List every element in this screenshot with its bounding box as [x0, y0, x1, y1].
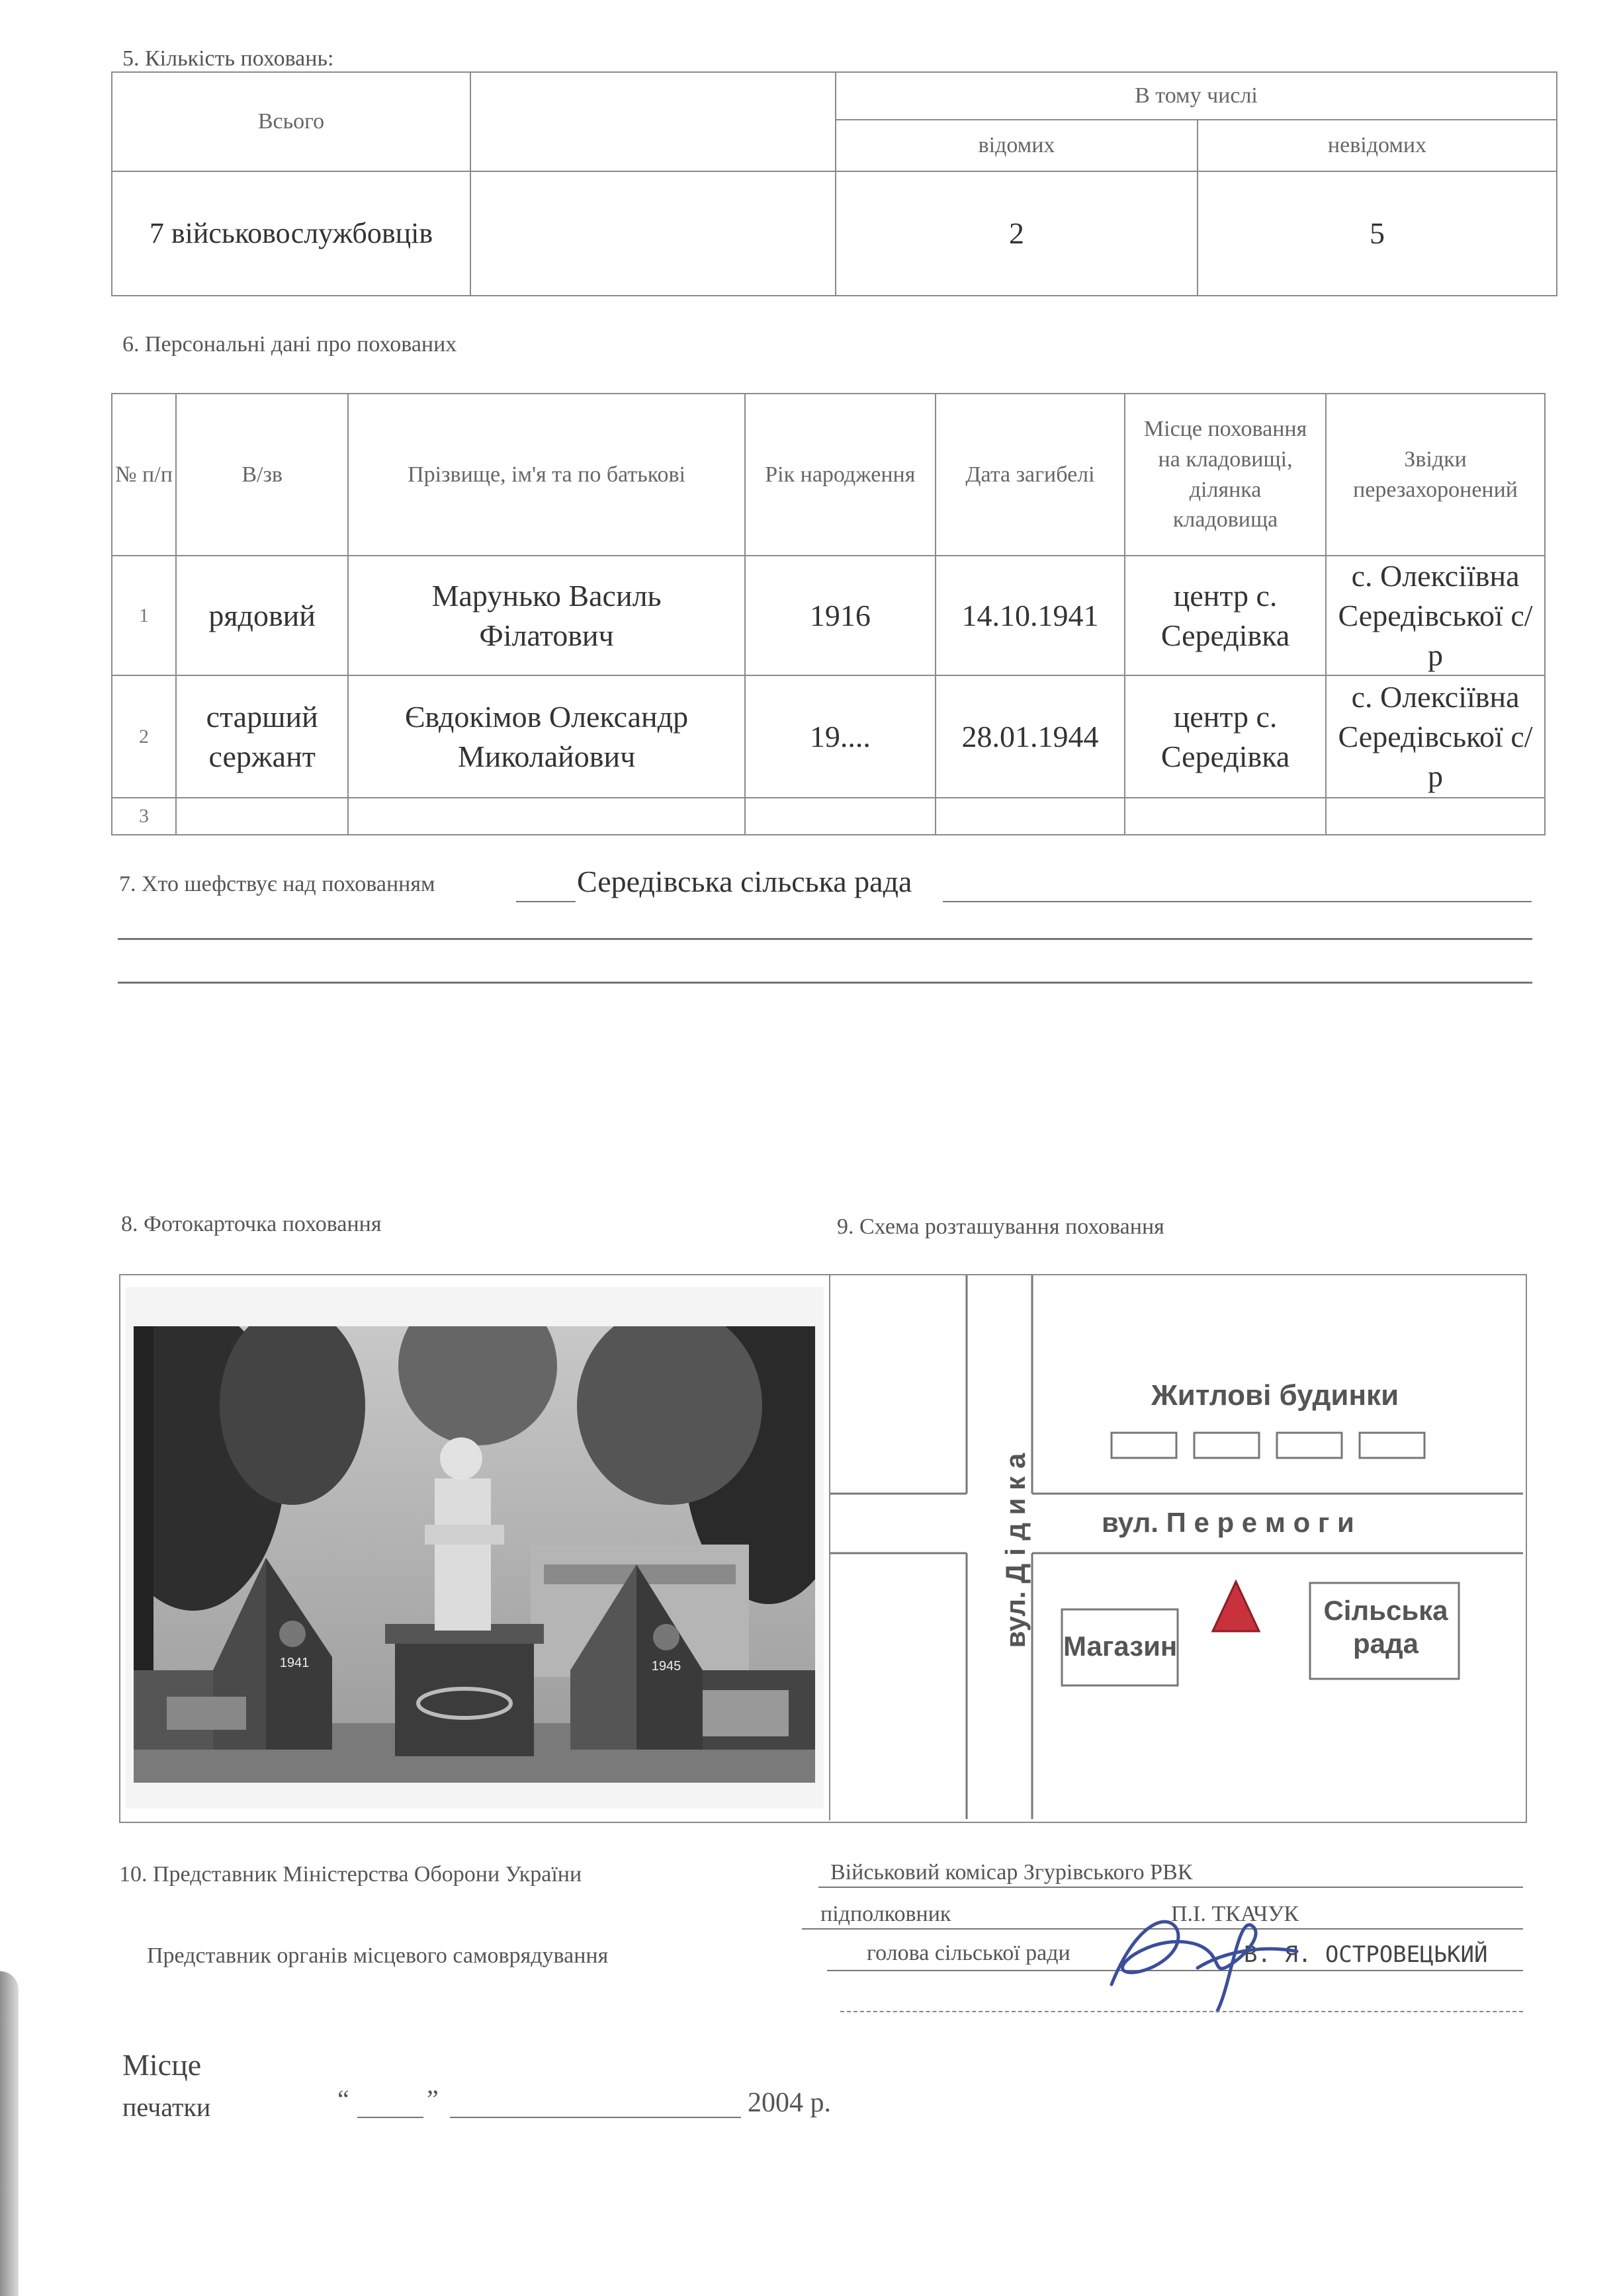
- row1-death: 14.10.1941: [936, 556, 1125, 675]
- section8-title: 8. Фотокарточка поховання: [121, 1212, 382, 1236]
- signature-graphic: [1098, 1905, 1310, 2018]
- date-quote-close: ”: [427, 2084, 439, 2114]
- blank-line: [118, 938, 1532, 940]
- house-box: [1277, 1433, 1342, 1458]
- personal-data-table: [111, 393, 1546, 835]
- local-name: В. Я. ОСТРОВЕЦЬКИЙ: [1244, 1941, 1488, 1968]
- row2-place: центр с. Середівка: [1125, 675, 1326, 798]
- local-authority-label: Представник органів місцевого самоврядування: [147, 1943, 609, 1968]
- mod-name: П.І. ТКАЧУК: [1171, 1902, 1299, 1926]
- blank-line: [840, 2011, 1523, 2012]
- row3-place: [1125, 798, 1326, 835]
- row1-num: 1: [112, 556, 176, 675]
- row3-death: [936, 798, 1125, 835]
- header-burial-place: Місце поховання на кладовищі, ділянка кладовища: [1125, 394, 1326, 556]
- header-name: Прізвище, ім'я та по батькові: [348, 394, 744, 556]
- col-including-header: В тому числі: [836, 72, 1557, 120]
- row1-from: с. Олексіївна Середівської с/р: [1326, 556, 1545, 675]
- street-didyka-label: вул. Д і д и к а: [1000, 1453, 1031, 1648]
- row3-rank: [176, 798, 348, 835]
- mod-rank: підполковник: [820, 1902, 951, 1926]
- row1-rank: рядовий: [176, 556, 348, 675]
- row2-from: с. Олексіївна Середівської с/р: [1326, 675, 1545, 798]
- row2-name: Євдокімов Олександр Миколайович: [348, 675, 744, 798]
- underline: [516, 901, 576, 902]
- header-rank: В/зв: [176, 394, 348, 556]
- house-box: [1112, 1433, 1176, 1458]
- row3-num: 3: [112, 798, 176, 835]
- date-day-line: [357, 2117, 423, 2118]
- section9-title: 9. Схема розташування поховання: [837, 1214, 1164, 1239]
- blank-value-cell: [470, 171, 836, 296]
- date-month-line: [450, 2117, 741, 2118]
- council-label: Сільська рада: [1323, 1595, 1448, 1660]
- row3-name: [348, 798, 744, 835]
- date-quote-open: “: [337, 2084, 349, 2114]
- header-reburied-from: Звідки перезахоронений: [1326, 394, 1545, 556]
- street-peremohy-label: вул. П е р е м о г и: [1102, 1507, 1354, 1538]
- row3-from: [1326, 798, 1545, 835]
- table-row: [112, 556, 1545, 675]
- location-scheme: [830, 1275, 1523, 1819]
- blank-header-cell: [470, 72, 836, 171]
- memorial-photo: [134, 1326, 815, 1783]
- stamp-label-line1: Місце: [122, 2048, 202, 2082]
- unknown-value: 5: [1198, 171, 1557, 296]
- col-total-header: Всього: [112, 72, 470, 171]
- page-edge-shadow: [0, 1971, 19, 2296]
- table-row: [112, 798, 1545, 835]
- section5-title: 5. Кількість поховань:: [122, 46, 334, 71]
- stamp-label-line2: печатки: [122, 2092, 211, 2122]
- shop-label: Магазин: [1063, 1631, 1178, 1662]
- header-birth-year: Рік народження: [745, 394, 936, 556]
- row1-name: Марунько Василь Філатович: [348, 556, 744, 675]
- year-left-text: 1941: [279, 1656, 310, 1670]
- header-num: № п/п: [112, 394, 176, 556]
- section6-title: 6. Персональні дані про похованих: [122, 332, 457, 357]
- year-right-text: 1945: [651, 1659, 681, 1674]
- row2-death: 28.01.1944: [936, 675, 1125, 798]
- houses-label: Житлові будинки: [1151, 1379, 1399, 1412]
- section7-label: 7. Хто шефствує над похованням: [119, 872, 435, 896]
- guardian-value: Середівська сільська рада: [577, 865, 912, 898]
- house-box: [1360, 1433, 1424, 1458]
- blank-line: [118, 982, 1532, 984]
- house-box: [1194, 1433, 1259, 1458]
- document-year: 2004 р.: [748, 2088, 831, 2118]
- mod-position: Військовий комісар Згурівського РВК: [830, 1860, 1193, 1885]
- memorial-marker-icon: [1213, 1582, 1259, 1631]
- row2-year: 19....: [745, 675, 936, 798]
- known-value: 2: [836, 171, 1198, 296]
- underline: [818, 1887, 1523, 1888]
- row2-num: 2: [112, 675, 176, 798]
- section10-title: 10. Представник Міністерства Оборони України: [119, 1862, 582, 1887]
- local-position: голова сільської ради: [867, 1941, 1071, 1965]
- row3-year: [745, 798, 936, 835]
- col-unknown-header: невідомих: [1198, 120, 1557, 171]
- underline: [943, 901, 1532, 902]
- row1-year: 1916: [745, 556, 936, 675]
- burials-count-table: [111, 71, 1557, 296]
- col-known-header: відомих: [836, 120, 1198, 171]
- table-row: [112, 675, 1545, 798]
- row1-place: центр с. Середівка: [1125, 556, 1326, 675]
- header-death-date: Дата загибелі: [936, 394, 1125, 556]
- row2-rank: старший сержант: [176, 675, 348, 798]
- total-value: 7 військовослужбовців: [112, 171, 470, 296]
